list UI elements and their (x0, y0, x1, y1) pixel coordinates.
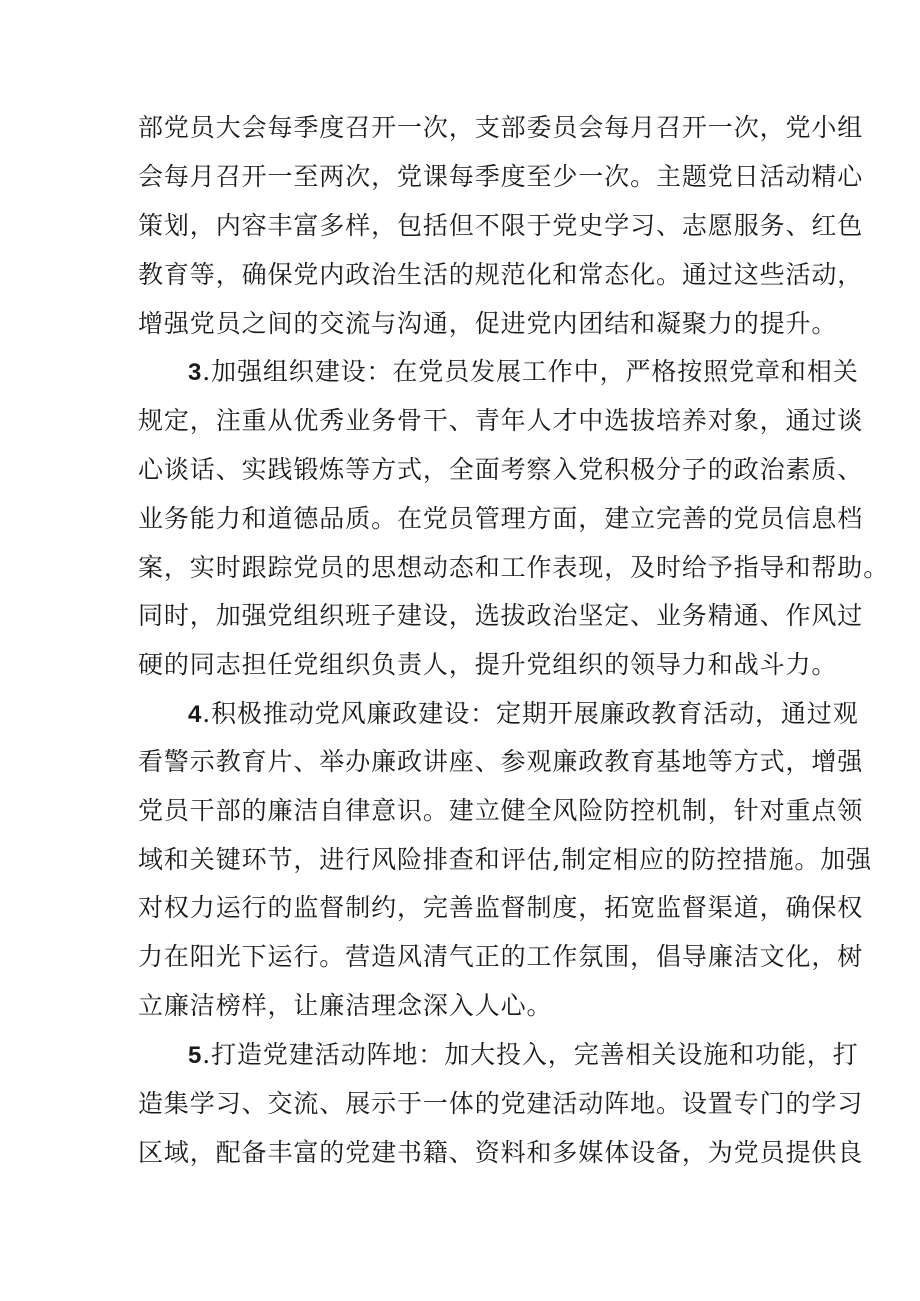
paragraph-first-line (188, 1039, 859, 1072)
paragraph-first-line (188, 356, 859, 389)
body-text-line: 心谈话、实践锻炼等方式，全面考察入党积极分子的政治素质、 (138, 455, 864, 484)
item-number: 4 (188, 701, 203, 728)
body-text-line: 业务能力和道德品质。在党员管理方面，建立完善的党员信息档 (138, 504, 864, 533)
body-text: .加强组织建设：在党员发展工作中，严格按照党章和相关 (202, 357, 859, 386)
body-text-line: 部党员大会每季度召开一次，支部委员会每月召开一次，党小组 (138, 113, 864, 142)
body-text: .积极推动党风廉政建设：定期开展廉政教育活动，通过观 (202, 699, 859, 728)
body-text-line: 力在阳光下运行。营造风清气正的工作氛围，倡导廉洁文化，树 (138, 942, 864, 971)
body-text-line: 立廉洁榜样，让廉洁理念深入人心。 (138, 991, 553, 1020)
body-text-line: 同时，加强党组织班子建设，选拔政治坚定、业务精通、作风过 (138, 601, 864, 630)
body-text-line: 域和关键环节，进行风险排查和评估,制定相应的防控措施。加强 (138, 845, 873, 874)
body-text-line: 硬的同志担任党组织负责人，提升党组织的领导力和战斗力。 (138, 650, 838, 679)
body-text-line: 看警示教育片、举办廉政讲座、参观廉政教育基地等方式，增强 (138, 747, 864, 776)
paragraph-first-line (188, 698, 859, 731)
body-text-line: 规定，注重从优秀业务骨干、青年人才中选拔培养对象，通过谈 (138, 406, 864, 435)
body-text: .打造党建活动阵地：加大投入，完善相关设施和功能，打 (202, 1040, 859, 1069)
body-text-line: 党员干部的廉洁自律意识。建立健全风险防控机制，针对重点领 (138, 796, 864, 825)
body-text-line: 策划，内容丰富多样，包括但不限于党史学习、志愿服务、红色 (138, 211, 864, 240)
body-text-line: 教育等，确保党内政治生活的规范化和常态化。通过这些活动， (138, 260, 864, 289)
body-text-line: 区域，配备丰富的党建书籍、资料和多媒体设备，为党员提供良 (138, 1138, 864, 1167)
body-text-line: 会每月召开一至两次，党课每季度至少一次。主题党日活动精心 (138, 162, 864, 191)
body-text-line: 造集学习、交流、展示于一体的党建活动阵地。设置专门的学习 (138, 1089, 864, 1118)
body-text-line: 案，实时跟踪党员的思想动态和工作表现，及时给予指导和帮助。 (138, 553, 890, 582)
item-number: 5 (188, 1042, 203, 1069)
body-text-line: 增强党员之间的交流与沟通，促进党内团结和凝聚力的提升。 (138, 309, 838, 338)
item-number: 3 (188, 359, 203, 386)
body-text-line: 对权力运行的监督制约，完善监督制度，拓宽监督渠道，确保权 (138, 893, 864, 922)
